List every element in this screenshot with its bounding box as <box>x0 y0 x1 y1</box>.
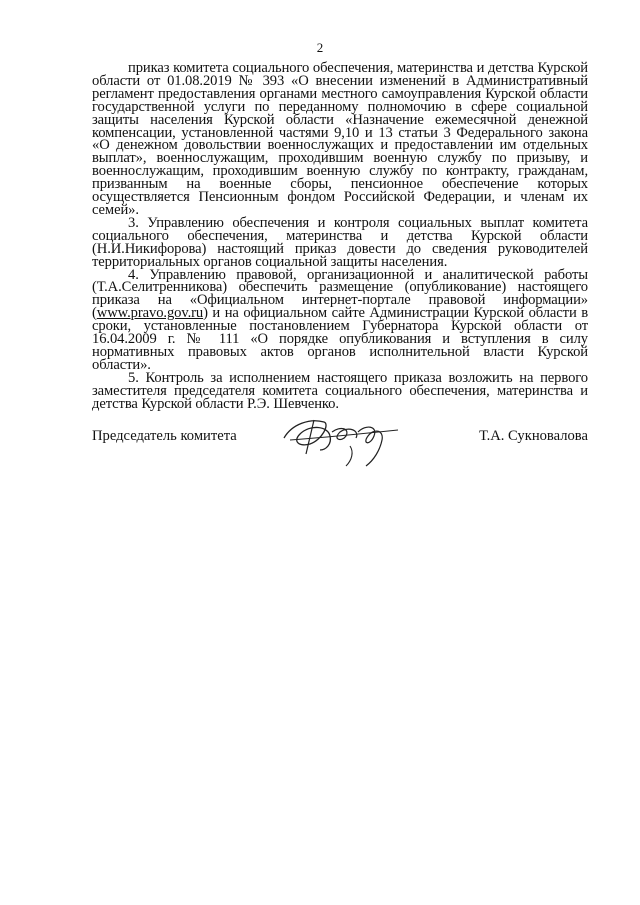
paragraph-item-4 <box>92 266 588 373</box>
paragraph-item-4-text-start: 4. Управлению правовой, организационной и аналитической работы (Т.А.Селитренникова) обеспечить размещение (опубликование) настоящего приказа на «Официальном интернет-портале правовой информации» ( <box>92 266 588 322</box>
page-number: 2 <box>316 40 324 55</box>
document-body <box>92 62 588 410</box>
signatory-name: Т.А. Сукновалова <box>479 428 588 444</box>
signatory-role: Председатель комитета <box>92 428 237 444</box>
paragraph-order-reference: приказ комитета социального обеспечения, материнства и детства Курской области от 01.08.2019 № 393 «О внесении изменений в Административный регламент предоставления органами местного самоуправления Курской области государственной услуги по переданному полномочию в сфере социальной защиты населения Курской области «Назначение ежемесячной денежной компенсации, установленной частями 9,10 и 13 статьи 3 Федерального закона «О денежном довольствии военнослужащих и предоставлении им отдельных выплат», военнослужащим, проходившим военную службу по призыву, и военнослужащим, проходившим военную службу по контракту, гражданам, призванным на военные сборы, пенсионное обеспечение которых осуществляется Пенсионным фондом Российской Федерации, и членам их семей». <box>92 60 588 218</box>
pravo-gov-link[interactable]: www.pravo.gov.ru <box>96 305 204 322</box>
paragraph-item-5: 5. Контроль за исполнением настоящего приказа возложить на первого заместителя председателя комитета социального обеспечения, материнства и детства Курской области Р.Э. Шевченко. <box>92 369 588 412</box>
handwritten-signature <box>270 410 410 470</box>
paragraph-item-3: 3. Управлению обеспечения и контроля социальных выплат комитета социального обеспечения, материнства и детства Курской области (Н.И.Никифорова) настоящий приказ довести до сведения руководителей территориальных органов социальной защиты населения. <box>92 214 588 270</box>
signature-block <box>92 418 588 468</box>
paragraph-item-4-text-end: ) и на официальном сайте Администрации Курской области в сроки, установленные постановлением Губернатора Курской области от 16.04.2009 г. № 111 «О порядке опубликования и вступления в силу нормативных правовых актов органов исполнительной власти Курской области». <box>92 305 588 373</box>
